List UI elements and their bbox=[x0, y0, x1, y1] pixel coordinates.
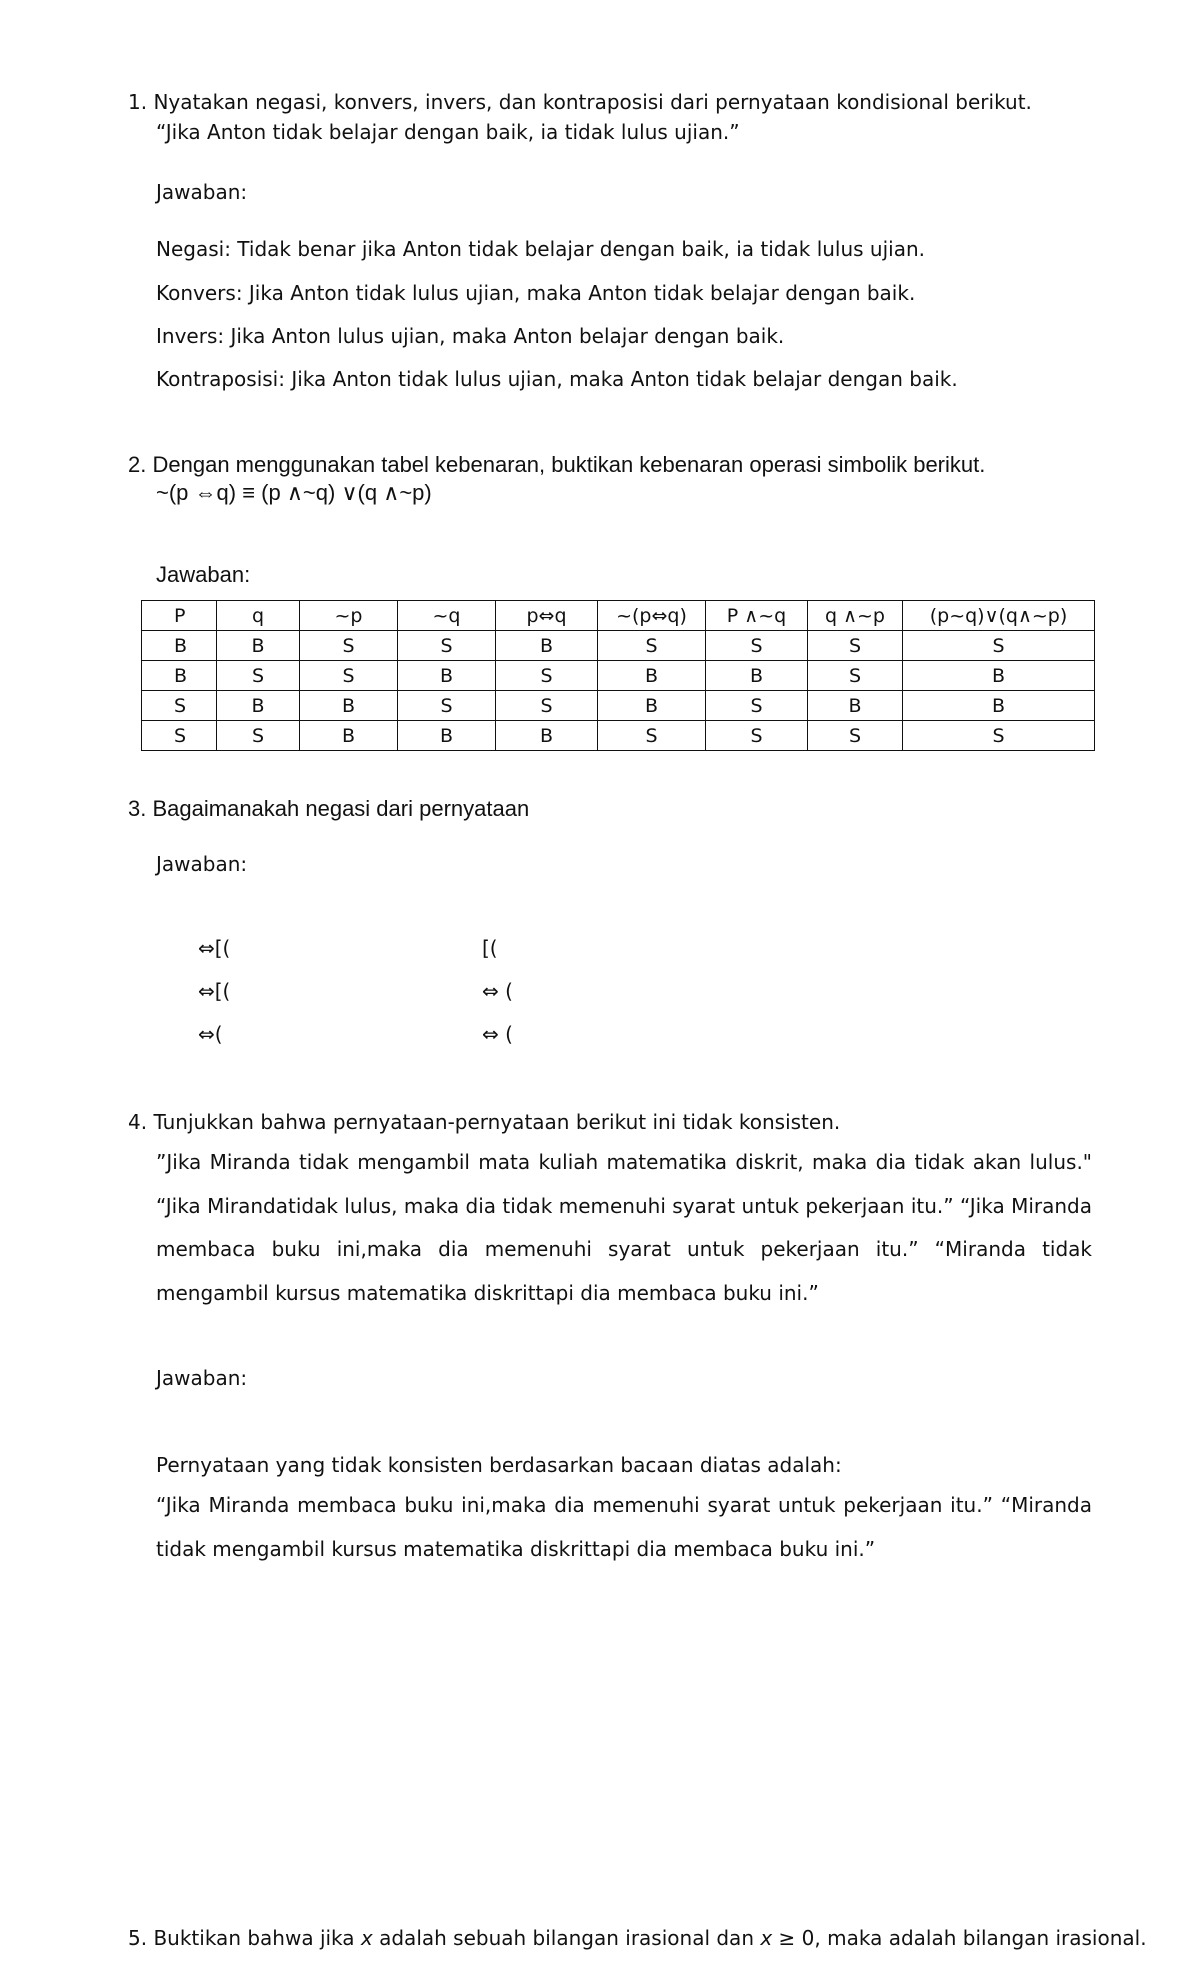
q1-number: 1. bbox=[128, 90, 148, 114]
q5-text-a: Buktikan bahwa jika bbox=[153, 1926, 361, 1950]
q3-step-left: ⇔( bbox=[198, 1022, 223, 1046]
q2-prompt: Dengan menggunakan tabel kebenaran, buktikan kebenaran operasi simbolik berikut. bbox=[152, 452, 986, 477]
q1-answer-label: Jawaban: bbox=[156, 180, 248, 204]
q3-step-left: ⇔[( bbox=[198, 979, 231, 1003]
q3-step-right: ⇔ ( bbox=[482, 1022, 513, 1046]
q3-number: 3. bbox=[128, 796, 147, 821]
table-row bbox=[142, 691, 1095, 721]
q5-text-c: ≥ 0, maka adalah bilangan irasional. bbox=[772, 1926, 1147, 1950]
header-cell: p⇔q bbox=[496, 601, 598, 631]
table-cell: B bbox=[398, 661, 496, 691]
table-cell: S bbox=[808, 631, 903, 661]
table-cell: B bbox=[903, 661, 1095, 691]
table-cell: S bbox=[598, 631, 706, 661]
table-cell: B bbox=[217, 631, 300, 661]
q4-statements: ”Jika Miranda tidak mengambil mata kuliah matematika diskrit, maka dia tidak akan lulus." “Jika Mirandatidak lulus, maka dia tidak memenuhi syarat untuk pekerjaan itu.” “Jika Miranda membaca buku ini,maka dia memenuhi syarat untuk pekerjaan itu.” “Miranda tidak mengambil kursus matematika diskrittapi dia membaca buku ini.” bbox=[156, 1150, 1092, 1305]
q1-konvers: Konvers: Jika Anton tidak lulus ujian, maka Anton tidak belajar dengan baik. bbox=[156, 281, 916, 305]
header-cell: P ∧~q bbox=[706, 601, 808, 631]
table-cell: B bbox=[598, 691, 706, 721]
table-cell: B bbox=[903, 691, 1095, 721]
table-cell: S bbox=[706, 721, 808, 751]
header-cell: ~(p⇔q) bbox=[598, 601, 706, 631]
q1-statement: “Jika Anton tidak belajar dengan baik, ia tidak lulus ujian.” bbox=[156, 120, 740, 144]
table-cell: B bbox=[300, 721, 398, 751]
table-row bbox=[142, 661, 1095, 691]
q1-invers: Invers: Jika Anton lulus ujian, maka Anton belajar dengan baik. bbox=[156, 324, 785, 348]
q5-number: 5. bbox=[128, 1926, 148, 1950]
table-cell: B bbox=[496, 631, 598, 661]
table-cell: S bbox=[496, 661, 598, 691]
header-cell: q ∧~p bbox=[808, 601, 903, 631]
q1-negasi: Negasi: Tidak benar jika Anton tidak belajar dengan baik, ia tidak lulus ujian. bbox=[156, 237, 926, 261]
table-cell: B bbox=[398, 721, 496, 751]
q5-text-b: adalah sebuah bilangan irasional dan bbox=[372, 1926, 761, 1950]
q3-prompt: Bagaimanakah negasi dari pernyataan bbox=[152, 796, 530, 821]
table-cell: B bbox=[142, 661, 217, 691]
q4-prompt-line bbox=[128, 1110, 840, 1134]
truth-table bbox=[141, 600, 1095, 751]
table-cell: S bbox=[808, 721, 903, 751]
table-cell: S bbox=[142, 721, 217, 751]
truth-table-header-row bbox=[142, 601, 1095, 631]
table-cell: S bbox=[300, 631, 398, 661]
table-cell: S bbox=[706, 631, 808, 661]
q3-step-right: ⇔ ( bbox=[482, 979, 513, 1003]
q4-answer-intro: Pernyataan yang tidak konsisten berdasarkan bacaan diatas adalah: bbox=[156, 1453, 842, 1477]
table-cell: S bbox=[808, 661, 903, 691]
q4-prompt: Tunjukkan bahwa pernyataan-pernyataan berikut ini tidak konsisten. bbox=[153, 1110, 841, 1134]
q1-prompt-line bbox=[128, 90, 1032, 114]
table-cell: B bbox=[217, 691, 300, 721]
q2-prompt-line bbox=[128, 452, 985, 478]
q5-line bbox=[128, 1926, 1147, 1950]
header-cell: P bbox=[142, 601, 217, 631]
header-cell: q bbox=[217, 601, 300, 631]
header-cell: ~q bbox=[398, 601, 496, 631]
table-cell: B bbox=[598, 661, 706, 691]
q5-variable-x: x bbox=[360, 1926, 373, 1950]
q2-number: 2. bbox=[128, 452, 147, 477]
table-cell: S bbox=[903, 721, 1095, 751]
header-cell: (p~q)∨(q∧~p) bbox=[903, 601, 1095, 631]
table-cell: B bbox=[142, 631, 217, 661]
q3-answer-label: Jawaban: bbox=[156, 852, 248, 876]
table-cell: B bbox=[496, 721, 598, 751]
q3-prompt-line bbox=[128, 796, 529, 822]
table-row bbox=[142, 631, 1095, 661]
q2-formula: ~(p ⇔q) ≡ (p ∧~q) ∨(q ∧~p) bbox=[156, 480, 432, 505]
table-cell: S bbox=[398, 631, 496, 661]
q4-number: 4. bbox=[128, 1110, 148, 1134]
q2-answer-label: Jawaban: bbox=[156, 562, 251, 587]
q1-kontraposisi: Kontraposisi: Jika Anton tidak lulus ujian, maka Anton tidak belajar dengan baik. bbox=[156, 367, 958, 391]
q4-answer-label: Jawaban: bbox=[156, 1366, 248, 1390]
table-cell: S bbox=[903, 631, 1095, 661]
table-cell: S bbox=[300, 661, 398, 691]
table-cell: S bbox=[217, 661, 300, 691]
header-cell: ~p bbox=[300, 601, 398, 631]
table-cell: S bbox=[706, 691, 808, 721]
q3-step-right: [( bbox=[482, 936, 498, 960]
q5-variable-x: x bbox=[760, 1926, 773, 1950]
q3-step-left: ⇔[( bbox=[198, 936, 231, 960]
table-cell: S bbox=[217, 721, 300, 751]
table-cell: S bbox=[398, 691, 496, 721]
table-cell: S bbox=[496, 691, 598, 721]
table-cell: B bbox=[808, 691, 903, 721]
table-cell: B bbox=[300, 691, 398, 721]
table-row bbox=[142, 721, 1095, 751]
table-cell: S bbox=[598, 721, 706, 751]
table-cell: B bbox=[706, 661, 808, 691]
q4-answer-text: “Jika Miranda membaca buku ini,maka dia memenuhi syarat untuk pekerjaan itu.” “Miranda tidak mengambil kursus matematika diskrittapi dia membaca buku ini.” bbox=[156, 1493, 1092, 1561]
table-cell: S bbox=[142, 691, 217, 721]
q1-prompt: Nyatakan negasi, konvers, invers, dan kontraposisi dari pernyataan kondisional berikut. bbox=[153, 90, 1032, 114]
